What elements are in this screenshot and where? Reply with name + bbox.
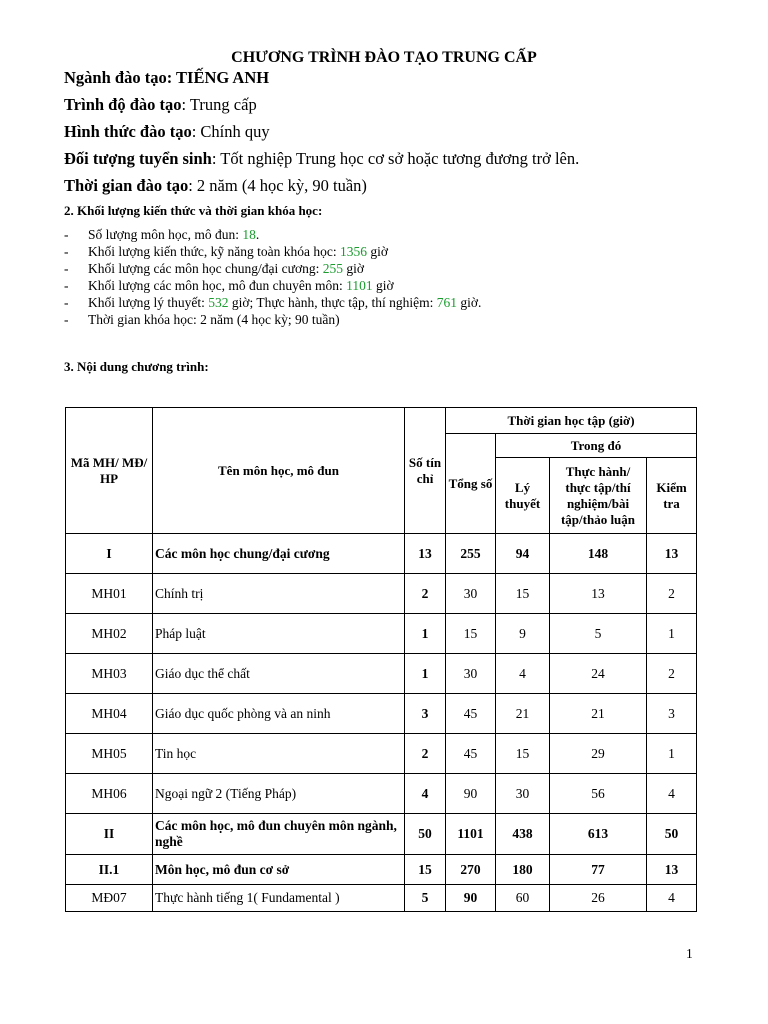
bullet-item: - Khối lượng các môn học, mô đun chuyên môn: 1101 giờ xyxy=(64,278,394,293)
cell-name: Các môn học chung/đại cương xyxy=(153,534,405,574)
info-value: : Tốt nghiệp Trung học cơ sở hoặc tương đương trở lên. xyxy=(211,149,580,168)
cell-credits: 2 xyxy=(405,734,446,774)
cell-code: II xyxy=(66,814,153,855)
header-code: Mã MH/ MĐ/ HP xyxy=(66,408,153,534)
cell-theory: 21 xyxy=(496,694,550,734)
bullet-item: - Thời gian khóa học: 2 năm (4 học kỳ; 90 tuần) xyxy=(64,312,340,327)
cell-total: 255 xyxy=(446,534,496,574)
header-practice: Thực hành/ thực tập/thí nghiệm/bài tập/thảo luận xyxy=(550,458,647,534)
table-row xyxy=(66,855,697,885)
table-row xyxy=(66,814,697,855)
cell-theory: 438 xyxy=(496,814,550,855)
header-name: Tên môn học, mô đun xyxy=(153,408,405,534)
cell-theory: 30 xyxy=(496,774,550,814)
cell-exam: 4 xyxy=(647,885,697,912)
cell-credits: 1 xyxy=(405,654,446,694)
info-label: Trình độ đào tạo xyxy=(64,95,182,114)
header-total: Tổng số xyxy=(446,434,496,534)
section-2-heading: 2. Khối lượng kiến thức và thời gian khóa học: xyxy=(64,203,323,218)
cell-credits: 50 xyxy=(405,814,446,855)
cell-theory: 15 xyxy=(496,574,550,614)
cell-code: MH04 xyxy=(66,694,153,734)
info-training-duration xyxy=(64,176,367,196)
cell-code: MH02 xyxy=(66,614,153,654)
info-training-level xyxy=(64,95,257,115)
cell-theory: 15 xyxy=(496,734,550,774)
info-label: Ngành đào tạo: xyxy=(64,68,173,87)
table-row xyxy=(66,885,697,912)
page-number: 1 xyxy=(686,946,693,961)
cell-code: MH01 xyxy=(66,574,153,614)
cell-name: Giáo dục thể chất xyxy=(153,654,405,694)
cell-code: MH03 xyxy=(66,654,153,694)
cell-theory: 60 xyxy=(496,885,550,912)
table-row xyxy=(66,774,697,814)
cell-exam: 2 xyxy=(647,654,697,694)
table-row xyxy=(66,534,697,574)
cell-name: Các môn học, mô đun chuyên môn ngành, nghề xyxy=(153,814,405,855)
cell-practice: 613 xyxy=(550,814,647,855)
cell-credits: 2 xyxy=(405,574,446,614)
cell-theory: 180 xyxy=(496,855,550,885)
header-exam: Kiểm tra xyxy=(647,458,697,534)
cell-name: Ngoại ngữ 2 (Tiếng Pháp) xyxy=(153,774,405,814)
cell-exam: 1 xyxy=(647,614,697,654)
bullet-item: - Khối lượng các môn học chung/đại cương: 255 giờ xyxy=(64,261,364,276)
cell-practice: 56 xyxy=(550,774,647,814)
cell-code: MĐ07 xyxy=(66,885,153,912)
info-label: Hình thức đào tạo xyxy=(64,122,192,141)
curriculum-table xyxy=(65,407,697,912)
cell-credits: 5 xyxy=(405,885,446,912)
header-credits: Số tín chỉ xyxy=(405,408,446,534)
info-value: TIẾNG ANH xyxy=(172,68,270,87)
cell-total: 45 xyxy=(446,694,496,734)
cell-theory: 94 xyxy=(496,534,550,574)
section-2-bullet-list xyxy=(64,226,481,328)
cell-total: 15 xyxy=(446,614,496,654)
table-header-row xyxy=(66,408,697,434)
info-value: : Trung cấp xyxy=(181,95,257,114)
cell-credits: 15 xyxy=(405,855,446,885)
cell-practice: 24 xyxy=(550,654,647,694)
header-of-which: Trong đó xyxy=(496,434,697,458)
cell-practice: 148 xyxy=(550,534,647,574)
info-value: : Chính quy xyxy=(191,122,270,141)
document-title: CHƯƠNG TRÌNH ĐÀO TẠO TRUNG CẤP xyxy=(231,49,537,66)
cell-name: Thực hành tiếng 1( Fundamental ) xyxy=(153,885,405,912)
cell-name: Pháp luật xyxy=(153,614,405,654)
table-body xyxy=(66,534,697,912)
info-training-field xyxy=(64,68,269,88)
cell-code: I xyxy=(66,534,153,574)
cell-name: Chính trị xyxy=(153,574,405,614)
cell-credits: 3 xyxy=(405,694,446,734)
cell-practice: 26 xyxy=(550,885,647,912)
cell-credits: 13 xyxy=(405,534,446,574)
info-label: Thời gian đào tạo xyxy=(64,176,189,195)
cell-credits: 4 xyxy=(405,774,446,814)
table-row xyxy=(66,734,697,774)
cell-code: II.1 xyxy=(66,855,153,885)
table-row xyxy=(66,694,697,734)
cell-name: Môn học, mô đun cơ sở xyxy=(153,855,405,885)
cell-name: Giáo dục quốc phòng và an ninh xyxy=(153,694,405,734)
cell-code: MH06 xyxy=(66,774,153,814)
cell-exam: 2 xyxy=(647,574,697,614)
cell-name: Tin học xyxy=(153,734,405,774)
cell-exam: 1 xyxy=(647,734,697,774)
bullet-item: - Số lượng môn học, mô đun: 18. xyxy=(64,227,260,242)
cell-practice: 5 xyxy=(550,614,647,654)
header-theory: Lý thuyết xyxy=(496,458,550,534)
cell-theory: 9 xyxy=(496,614,550,654)
cell-total: 90 xyxy=(446,774,496,814)
info-label: Đối tượng tuyển sinh xyxy=(64,149,212,168)
cell-credits: 1 xyxy=(405,614,446,654)
cell-total: 30 xyxy=(446,654,496,694)
table-row xyxy=(66,654,697,694)
cell-total: 30 xyxy=(446,574,496,614)
table-row xyxy=(66,574,697,614)
info-value: : 2 năm (4 học kỳ, 90 tuần) xyxy=(188,176,367,195)
cell-exam: 13 xyxy=(647,855,697,885)
cell-practice: 13 xyxy=(550,574,647,614)
table-row xyxy=(66,614,697,654)
info-enrollment-target xyxy=(64,149,579,169)
cell-exam: 50 xyxy=(647,814,697,855)
cell-practice: 21 xyxy=(550,694,647,734)
cell-exam: 3 xyxy=(647,694,697,734)
cell-total: 1101 xyxy=(446,814,496,855)
cell-exam: 13 xyxy=(647,534,697,574)
cell-exam: 4 xyxy=(647,774,697,814)
cell-total: 45 xyxy=(446,734,496,774)
cell-total: 270 xyxy=(446,855,496,885)
bullet-item: - Khối lượng kiến thức, kỹ năng toàn khóa học: 1356 giờ xyxy=(64,244,388,259)
bullet-item: - Khối lượng lý thuyết: 532 giờ; Thực hành, thực tập, thí nghiệm: 761 giờ. xyxy=(64,295,482,310)
cell-theory: 4 xyxy=(496,654,550,694)
section-3-heading: 3. Nội dung chương trình: xyxy=(64,359,209,374)
cell-total: 90 xyxy=(446,885,496,912)
info-training-form xyxy=(64,122,270,142)
cell-practice: 29 xyxy=(550,734,647,774)
header-study-time: Thời gian học tập (giờ) xyxy=(446,408,697,434)
cell-code: MH05 xyxy=(66,734,153,774)
cell-practice: 77 xyxy=(550,855,647,885)
